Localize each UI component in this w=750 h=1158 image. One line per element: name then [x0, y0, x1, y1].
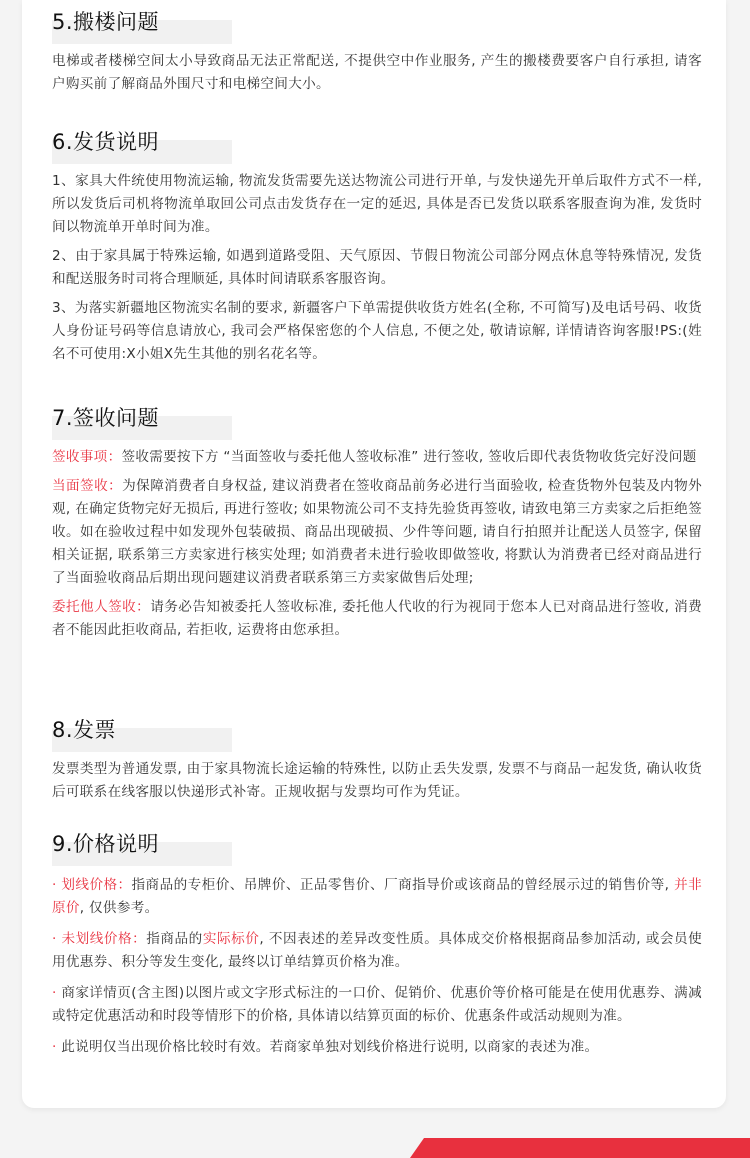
shipping-point-1: 1、家具大件统使用物流运输, 物流发货需要先送达物流公司进行开单, 与发快递先开单后取件方式不一样, 所以发货后司机将物流单取回公司点击发货存在一定的延迟, 具体是否已发货以联系客服查询为准, 发货时间以物流单开单时间为准。 [52, 173, 702, 235]
non-strikethrough-text-a: 指商品的 [146, 931, 203, 947]
bullet: · [52, 1039, 57, 1055]
signing-proxy [52, 596, 702, 642]
non-strikethrough-text-red: 实际标价 [202, 931, 260, 947]
section-title: 5.搬楼问题 [52, 10, 160, 34]
section-title: 9.价格说明 [52, 832, 160, 856]
in-person-text: 为保障消费者自身权益, 建议消费者在签收商品前务必进行当面验收, 检查货物外包装及内物外观, 在确定货物完好无损后, 再进行签收; 如果物流公司不支持先验货再签收, 请致电第三方卖家之后拒绝签收。如在验收过程中如发现外包装破损、商品出现破损、少件等问题, 请自行拍照并让配送人员签字, 保留相关证据, 联系第三方卖家进行核实处理; 如消费者未进行验收即做签收, 将默认为消费者已经对商品进行了当面验收商品后期出现问题建议消费者联系第三方卖家做售后处理; [52, 478, 702, 586]
proxy-label: 委托他人签收： [52, 599, 151, 615]
section-title: 6.发货说明 [52, 130, 160, 154]
shipping-point-3: 3、为落实新疆地区物流实名制的要求, 新疆客户下单需提供收货方姓名(全称, 不可简写)及电话号码、收货人身份证号码等信息请放心, 我司会严格保密您的个人信息, 不便之处, 敬请谅解, 详情请咨询客服!PS:(姓名不可使用:X小姐X先生其他的别名花名等。 [52, 300, 702, 362]
price-item-note [52, 1036, 702, 1059]
price-item-strikethrough [52, 874, 702, 920]
section-heading [52, 0, 702, 44]
proxy-text: 请务必告知被委托人签收标准, 委托他人代收的行为视同于您本人已对商品进行签收, 消费者不能因此拒收商品, 若拒收, 运费将由您承担。 [52, 599, 702, 638]
content-card [22, 0, 726, 1108]
section-text: 电梯或者楼梯空间太小导致商品无法正常配送, 不提供空中作业服务, 产生的搬楼费要客户自行承担, 请客户购买前了解商品外围尺寸和电梯空间大小。 [52, 53, 702, 92]
detail-page-text: 商家详情页(含主图)以图片或文字形式标注的一口价、促销价、优惠价等价格可能是在使用优惠券、满减或特定优惠活动和时段等情形下的价格, 具体请以结算页面的标价、优惠条件或活动规则为准。 [52, 985, 702, 1024]
section-heading [52, 822, 702, 866]
bullet: · [52, 985, 57, 1001]
price-item-detail-page [52, 982, 702, 1028]
section-title: 8.发票 [52, 718, 117, 742]
decorative-stripe [410, 1138, 750, 1158]
section-heading [52, 120, 702, 164]
note-text: 此说明仅当出现价格比较时有效。若商家单独对划线价格进行说明, 以商家的表述为准。 [56, 1039, 599, 1055]
shipping-point-2: 2、由于家具属于特殊运输, 如遇到道路受阻、天气原因、节假日物流公司部分网点休息等特殊情况, 发货和配送服务时司将合理顺延, 具体时间请联系客服咨询。 [52, 248, 702, 287]
strikethrough-text-red: 并非原价 [52, 877, 702, 916]
price-item-non-strikethrough [52, 928, 702, 974]
strikethrough-text-b: , 仅供参考。 [79, 900, 159, 916]
section-title: 7.签收问题 [52, 406, 160, 430]
section-shipping [52, 120, 702, 366]
section-moving [52, 0, 702, 96]
in-person-label: 当面签收： [52, 478, 123, 494]
signing-in-person [52, 475, 702, 590]
section-invoice [52, 708, 702, 804]
section-signing [52, 396, 702, 642]
section-heading [52, 396, 702, 440]
non-strikethrough-text-b: , 不因表述的差异改变性质。具体成交价格根据商品参加活动, 或会员使用优惠券、积分等发生变化, 最终以订单结算页价格为准。 [52, 931, 703, 970]
section-heading [52, 708, 702, 752]
strikethrough-label: · 划线价格： [52, 877, 132, 893]
section-pricing [52, 822, 702, 1059]
non-strikethrough-label: · 未划线价格： [52, 931, 147, 947]
strikethrough-text-a: 指商品的专柜价、吊牌价、正品零售价、厂商指导价或该商品的曾经展示过的销售价等, [131, 877, 675, 893]
signing-notice-text: 签收需要按下方 “当面签收与委托他人签收标准” 进行签收, 签收后即代表货物收货完好没问题 [121, 449, 697, 465]
section-text: 发票类型为普通发票, 由于家具物流长途运输的特殊性, 以防止丢失发票, 发票不与商品一起发货, 确认收货后可联系在线客服以快递形式补寄。正规收据与发票均可作为凭证。 [52, 761, 702, 800]
signing-notice [52, 446, 702, 469]
signing-notice-label: 签收事项： [52, 449, 122, 465]
